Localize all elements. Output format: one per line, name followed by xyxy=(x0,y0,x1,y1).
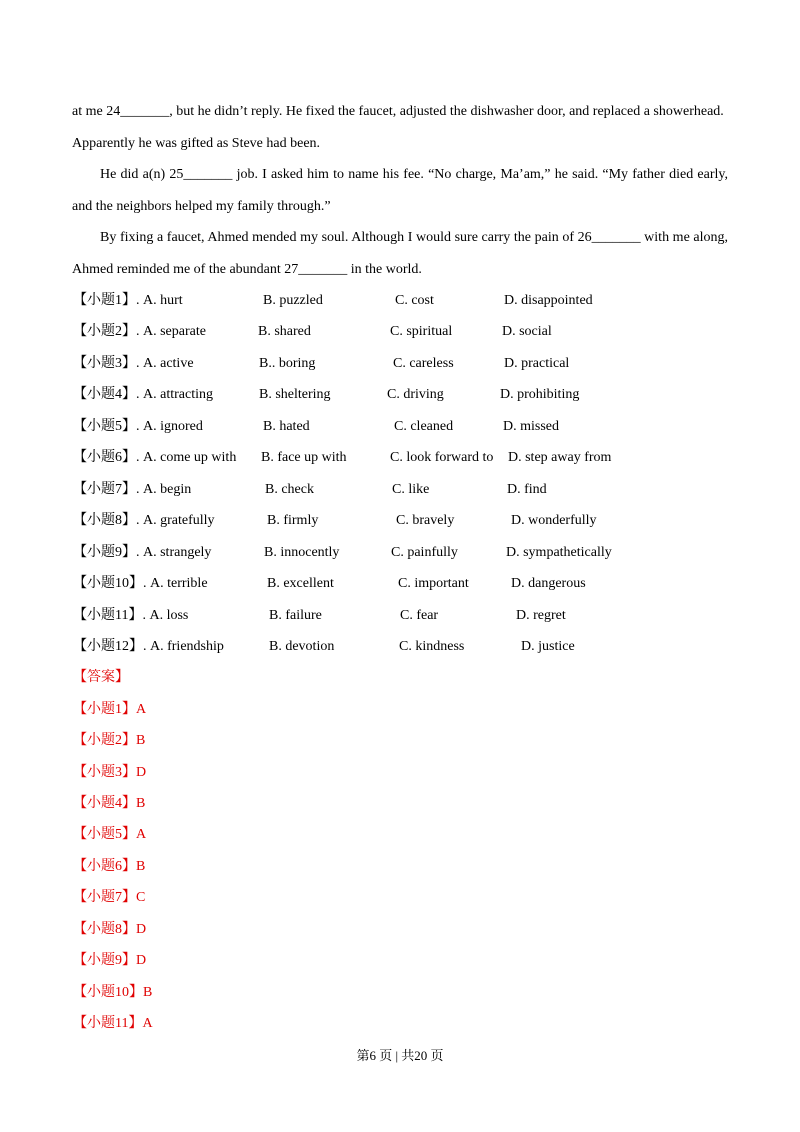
option-d: D. sympathetically xyxy=(506,545,612,560)
option-c: C. like xyxy=(392,482,430,497)
option-d: D. wonderfully xyxy=(511,513,597,528)
passage-paragraph-2 xyxy=(72,159,728,222)
page-footer xyxy=(0,1046,800,1066)
option-d: D. social xyxy=(502,324,552,339)
option-b: B. sheltering xyxy=(259,387,331,402)
option-d: D. prohibiting xyxy=(500,387,580,402)
option-c: C. fear xyxy=(400,608,439,623)
passage-paragraph-3 xyxy=(72,222,728,285)
option-d: D. step away from xyxy=(508,450,612,465)
passage-paragraph-2-text: He did a(n) 25_______ job. I asked him to name his fee. “No charge, Ma’am,” he said. “My father died early, and the neighbors helped my family through.” xyxy=(72,167,728,214)
option-b: B. hated xyxy=(263,419,310,434)
option-b: B. puzzled xyxy=(263,293,323,308)
option-a: 【小题3】. A. active xyxy=(73,356,194,371)
question-item xyxy=(73,384,733,406)
answer-item: 【小题3】D xyxy=(73,765,147,780)
passage-paragraph-3-text: By fixing a faucet, Ahmed mended my soul. Although I would sure carry the pain of 26_______ with me along, Ahmed reminded me of the abundant 27_______ in the world. xyxy=(72,230,728,277)
answer-header: 【答案】 xyxy=(73,670,129,685)
option-d: D. missed xyxy=(503,419,559,434)
answer-item: 【小题10】B xyxy=(73,985,153,1000)
question-item xyxy=(73,542,733,564)
option-d: D. find xyxy=(507,482,547,497)
option-a: 【小题6】. A. come up with xyxy=(73,450,237,465)
option-d: D. regret xyxy=(516,608,566,623)
option-b: B. firmly xyxy=(267,513,319,528)
option-a: 【小题1】. A. hurt xyxy=(73,293,183,308)
option-a: 【小题7】. A. begin xyxy=(73,482,192,497)
option-c: C. spiritual xyxy=(390,324,453,339)
page-number: 第6 页 | 共20 页 xyxy=(356,1048,444,1063)
option-a: 【小题12】. A. friendship xyxy=(73,639,224,654)
question-item xyxy=(73,447,733,469)
option-c: C. painfully xyxy=(391,545,458,560)
option-b: B.. boring xyxy=(259,356,316,371)
answer-item: 【小题5】A xyxy=(73,827,147,842)
answer-item: 【小题6】B xyxy=(73,859,146,874)
passage-line-2: Apparently he was gifted as Steve had been. xyxy=(72,135,321,151)
passage-line-1: at me 24_______, but he didn’t reply. He fixed the faucet, adjusted the dishwasher door, and replaced a showerhead. xyxy=(72,104,724,119)
option-d: D. dangerous xyxy=(511,576,586,591)
question-item xyxy=(73,290,733,312)
answer-item: 【小题9】D xyxy=(73,953,147,968)
passage-paragraph-1 xyxy=(72,96,728,159)
option-a: 【小题2】. A. separate xyxy=(73,324,206,339)
answer-item: 【小题7】C xyxy=(73,890,146,905)
option-c: C. cleaned xyxy=(394,419,454,434)
option-b: B. shared xyxy=(258,324,311,339)
option-b: B. devotion xyxy=(269,639,335,654)
option-c: C. look forward to xyxy=(390,450,494,465)
option-b: B. failure xyxy=(269,608,322,623)
option-a: 【小题10】. A. terrible xyxy=(73,576,208,591)
answer-item: 【小题2】B xyxy=(73,733,146,748)
option-c: C. driving xyxy=(387,387,444,402)
option-a: 【小题4】. A. attracting xyxy=(73,387,213,402)
option-d: D. justice xyxy=(521,639,575,654)
answer-item: 【小题4】B xyxy=(73,796,146,811)
option-c: C. kindness xyxy=(399,639,465,654)
option-c: C. bravely xyxy=(396,513,455,528)
question-item xyxy=(73,321,733,343)
option-d: D. disappointed xyxy=(504,293,593,308)
answer-item: 【小题1】A xyxy=(73,702,147,717)
option-c: C. important xyxy=(398,576,469,591)
option-b: B. excellent xyxy=(267,576,334,591)
option-d: D. practical xyxy=(504,356,570,371)
option-a: 【小题11】. A. loss xyxy=(73,608,189,623)
option-a: 【小题5】. A. ignored xyxy=(73,419,203,434)
question-item xyxy=(73,479,733,501)
option-c: C. careless xyxy=(393,356,454,371)
question-item xyxy=(73,605,733,627)
option-b: B. innocently xyxy=(264,545,340,560)
question-item xyxy=(73,353,733,375)
option-c: C. cost xyxy=(395,293,434,308)
option-a: 【小题8】. A. gratefully xyxy=(73,513,215,528)
option-b: B. face up with xyxy=(261,450,347,465)
question-item xyxy=(73,416,733,438)
option-b: B. check xyxy=(265,482,314,497)
question-item xyxy=(73,636,733,658)
option-a: 【小题9】. A. strangely xyxy=(73,545,212,560)
question-item xyxy=(73,573,733,595)
answer-item: 【小题8】D xyxy=(73,922,147,937)
answer-item: 【小题11】A xyxy=(73,1016,153,1031)
question-item xyxy=(73,510,733,532)
